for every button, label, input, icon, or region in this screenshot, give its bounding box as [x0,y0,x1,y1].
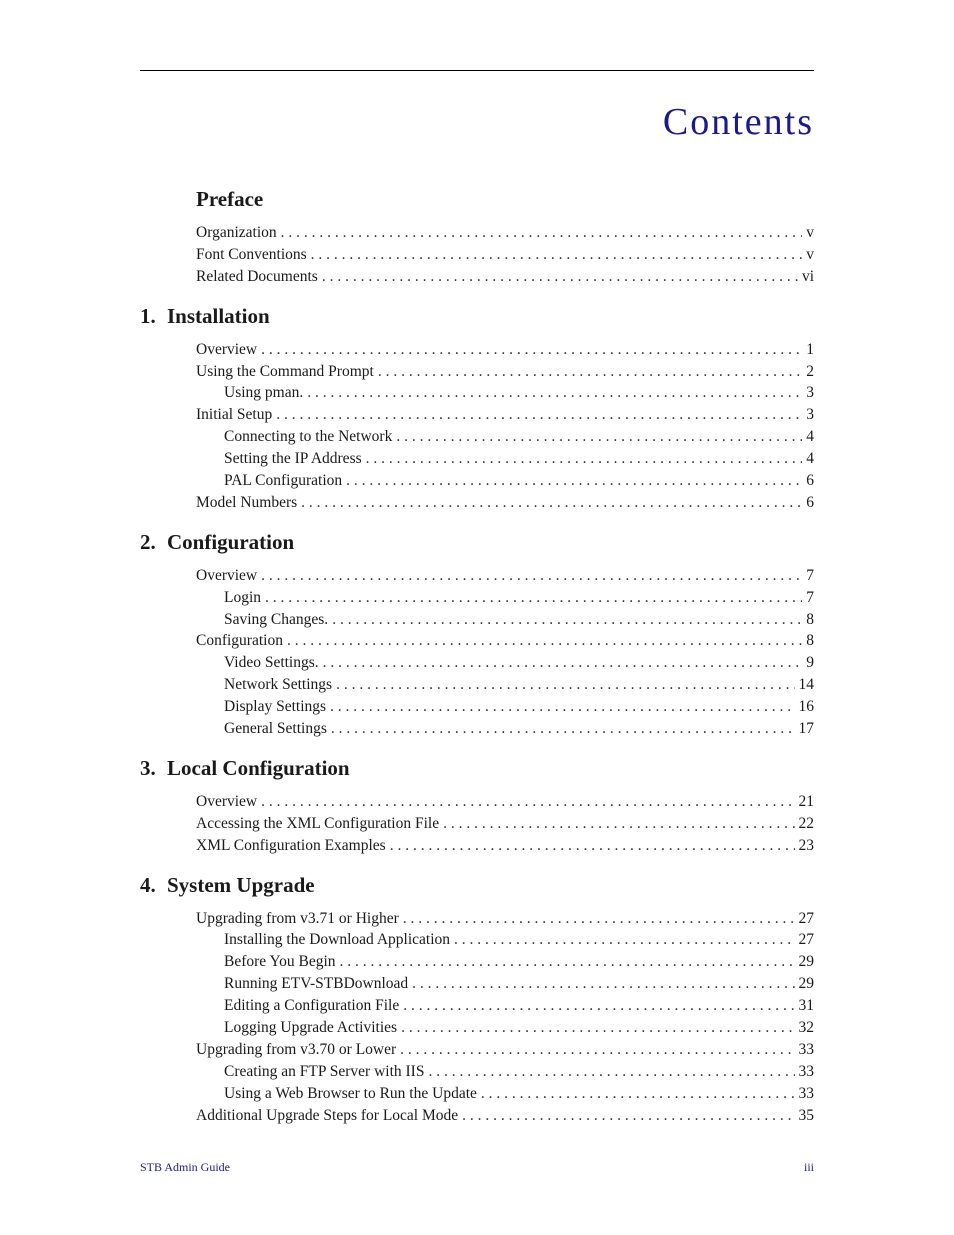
dot-leader [346,470,802,492]
toc-entry[interactable] [140,791,814,813]
dot-leader [307,382,802,404]
toc-section [140,864,814,1127]
toc-entry-page: 16 [798,698,814,716]
dot-leader [323,652,803,674]
dot-leader [403,995,794,1017]
dot-leader [403,908,795,930]
toc-entry-page: 22 [798,814,814,832]
toc-entry[interactable] [140,244,814,266]
toc-entry-label: Display Settings [224,698,327,716]
dot-leader [396,426,802,448]
toc-entry[interactable] [140,929,814,951]
toc-entry-label: Upgrading from v3.71 or Higher [196,909,399,927]
toc-entry-page: 14 [798,676,814,694]
toc-entry[interactable] [140,674,814,696]
toc-entry-page: 1 [806,340,814,358]
toc-entry-page: 7 [806,566,814,584]
toc-entry[interactable] [140,470,814,492]
toc-entry-page: 29 [798,953,814,971]
toc-entry-page: 3 [806,384,814,402]
toc-entry[interactable] [140,1039,814,1061]
section-heading[interactable] [140,178,814,212]
toc-entry-page: 27 [798,931,814,949]
toc-entry-page: 35 [798,1106,814,1124]
toc-entry-page: 23 [798,836,814,854]
toc-entry-label: Before You Begin [224,953,336,971]
toc-entry[interactable] [140,565,814,587]
footer-page-number: iii [803,1160,814,1174]
dot-leader [301,492,802,514]
section-heading[interactable] [140,295,814,329]
dot-leader [332,609,802,631]
dot-leader [443,813,794,835]
dot-leader [265,587,802,609]
toc-entry-label: Installing the Download Application [224,931,451,949]
dot-leader [366,448,803,470]
dot-leader [454,929,794,951]
dot-leader [276,404,802,426]
toc-entry-label: PAL Configuration [224,472,343,490]
toc-entry-page: 6 [806,493,814,511]
toc-entry-label: Configuration [196,632,283,650]
toc-entry[interactable] [140,382,814,404]
toc-entry-page: 33 [798,1062,814,1080]
toc-entry-label: Video Settings. [224,654,319,672]
dot-leader [462,1105,794,1127]
toc-section [140,521,814,740]
section-number: 1. [140,303,156,328]
toc-entry[interactable] [140,266,814,288]
toc-entry-page: 8 [806,632,814,650]
toc-entry[interactable] [140,426,814,448]
toc-entry-page: 21 [798,792,814,810]
dot-leader [401,1017,794,1039]
toc-entry[interactable] [140,587,814,609]
section-number: 3. [140,755,156,780]
toc-entry-page: 4 [806,428,814,446]
section-heading[interactable] [140,521,814,555]
toc-entry-label: Related Documents [196,267,318,285]
toc-entry-page: 7 [806,588,814,606]
toc-entry[interactable] [140,995,814,1017]
dot-leader [281,222,803,244]
toc-entry[interactable] [140,813,814,835]
dot-leader [378,361,802,383]
toc-entry-page: 9 [806,654,814,672]
toc-entry[interactable] [140,973,814,995]
dot-leader [481,1083,795,1105]
toc-entry-page: 2 [806,362,814,380]
toc-entry-label: Upgrading from v3.70 or Lower [196,1040,397,1058]
toc-entry-page: 29 [798,975,814,993]
section-title: Local Configuration [167,755,350,780]
toc-entry-page: 3 [806,406,814,424]
dot-leader [400,1039,794,1061]
table-of-contents [140,178,814,1134]
toc-entry-label: Overview [196,792,258,810]
toc-section [140,178,814,288]
toc-entry[interactable] [140,492,814,514]
dot-leader [340,951,795,973]
toc-entry[interactable] [140,718,814,740]
toc-entry[interactable] [140,951,814,973]
dot-leader [331,718,795,740]
section-title: Configuration [167,529,295,554]
toc-entry[interactable] [140,222,814,244]
toc-entry-label: Connecting to the Network [224,428,393,446]
toc-entry-label: Overview [196,340,258,358]
dot-leader [261,565,802,587]
toc-entry-label: Logging Upgrade Activities [224,1019,398,1037]
toc-entry-page: 33 [798,1084,814,1102]
dot-leader [412,973,794,995]
toc-entry-label: Organization [196,224,277,241]
dot-leader [428,1061,794,1083]
dot-leader [330,696,794,718]
dot-leader [322,266,798,288]
toc-entry-label: Using the Command Prompt [196,362,374,380]
toc-entry-label: Editing a Configuration File [224,997,400,1015]
toc-entry-label: Accessing the XML Configuration File [196,814,440,832]
toc-entry[interactable] [140,1083,814,1105]
toc-entry-label: Model Numbers [196,493,298,511]
toc-section [140,295,814,514]
page-title: Contents [662,101,814,143]
toc-entry-label: Initial Setup [196,406,273,424]
toc-entry-label: Setting the IP Address [224,450,362,468]
section-title: System Upgrade [167,872,315,897]
toc-entry-label: Overview [196,566,258,584]
toc-entry[interactable] [140,609,814,631]
toc-entry[interactable] [140,448,814,470]
toc-entry-page: 31 [798,997,814,1015]
toc-entry[interactable] [140,1105,814,1127]
toc-entry-page: 33 [798,1040,814,1058]
dot-leader [311,244,803,266]
toc-entry-label: Network Settings [224,676,333,694]
section-heading[interactable] [140,747,814,781]
toc-entry-page: 4 [806,450,814,468]
toc-entry-page: 27 [798,909,814,927]
toc-entry-label: Saving Changes. [224,610,329,628]
section-number: 4. [140,872,156,897]
dot-leader [261,339,802,361]
dot-leader [287,630,802,652]
toc-section [140,747,814,857]
toc-entry-label: Using pman. [224,384,304,402]
toc-entry[interactable] [140,652,814,674]
footer-doc-title: STB Admin Guide [140,1160,231,1174]
toc-entry-label: Font Conventions [196,245,307,263]
toc-entry[interactable] [140,908,814,930]
toc-entry-label: Additional Upgrade Steps for Local Mode [196,1106,459,1124]
dot-leader [336,674,794,696]
toc-entry-label: XML Configuration Examples [196,836,386,854]
section-number: 2. [140,529,156,554]
toc-entry-label: Login [224,588,262,606]
toc-entry-page: 32 [798,1019,814,1037]
toc-entry-page: vi [801,267,814,285]
toc-entry-label: Using a Web Browser to Run the Update [224,1084,477,1102]
toc-entry-page: 17 [798,720,814,738]
toc-entry-page: 6 [806,472,814,490]
toc-entry-page: v [806,224,814,241]
toc-entry[interactable] [140,630,814,652]
header-rule [140,70,814,71]
toc-entry-page: v [806,245,814,263]
section-heading[interactable] [140,864,814,898]
dot-leader [390,835,795,857]
toc-entry[interactable] [140,339,814,361]
toc-entry[interactable] [140,835,814,857]
toc-entry[interactable] [140,404,814,426]
toc-entry-page: 8 [806,610,814,628]
toc-entry-label: Creating an FTP Server with IIS [224,1062,425,1080]
toc-entry-label: Running ETV-STBDownload [224,975,409,993]
toc-entry-label: General Settings [224,720,327,738]
toc-entry[interactable] [140,1017,814,1039]
toc-entry[interactable] [140,361,814,383]
section-title: Preface [196,187,264,211]
dot-leader [261,791,794,813]
section-title: Installation [167,303,270,328]
toc-entry[interactable] [140,1061,814,1083]
toc-entry[interactable] [140,696,814,718]
